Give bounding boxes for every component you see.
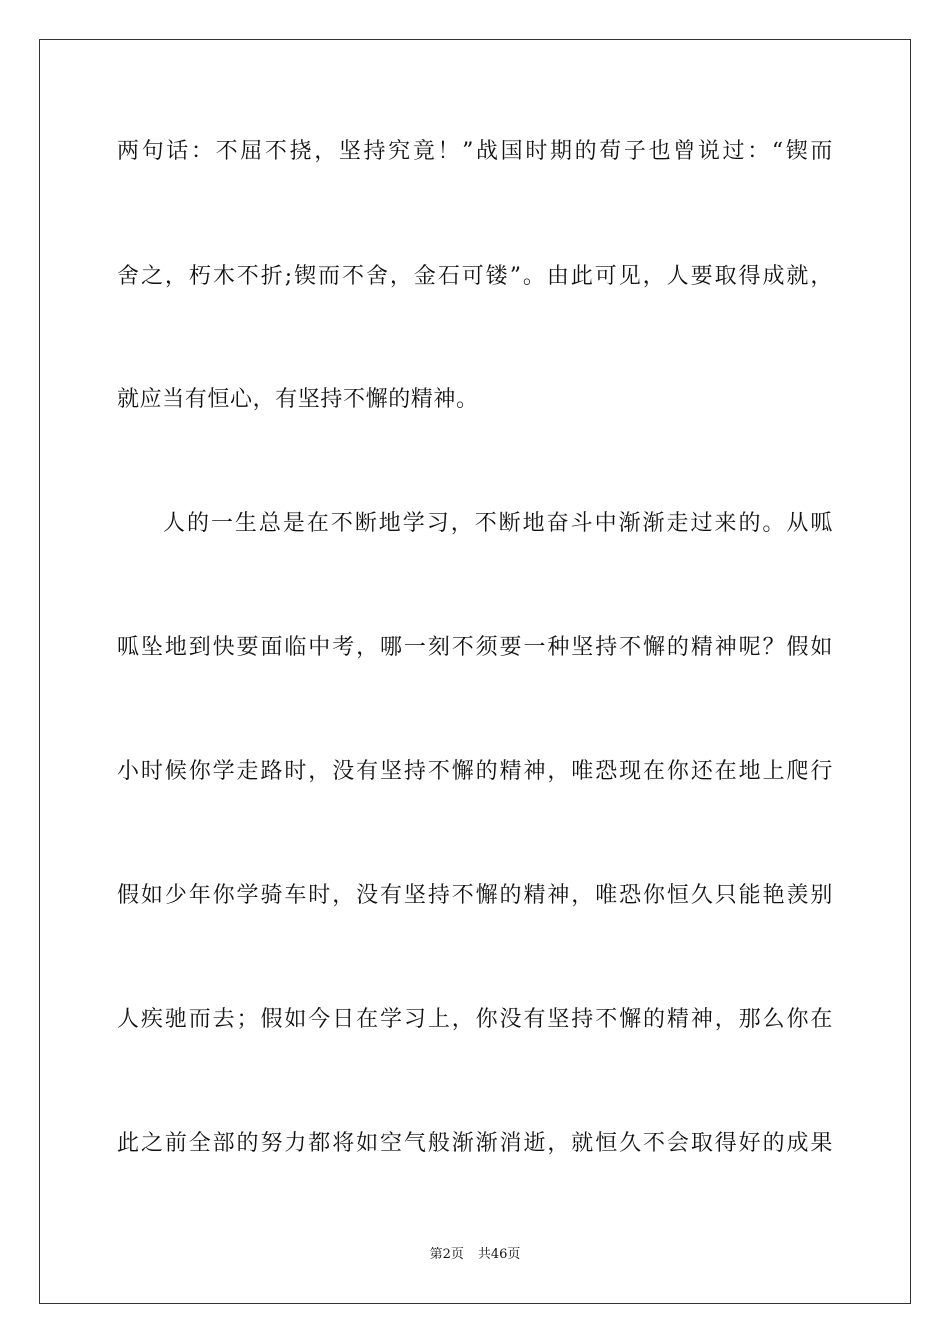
text-line-4: 人的一生总是在不断地学习，不断地奋斗中渐渐走过来的。从呱	[163, 511, 833, 536]
text-line-5: 呱坠地到快要面临中考，哪一刻不须要一种坚持不懈的精神呢？假如	[117, 635, 833, 660]
text-line-8: 人疾驰而去；假如今日在学习上，你没有坚持不懈的精神，那么你在	[117, 1007, 833, 1032]
text-line-9: 此之前全部的努力都将如空气般渐渐消逝，就恒久不会取得好的成果	[117, 1131, 833, 1156]
text-line-6: 小时候你学走路时，没有坚持不懈的精神，唯恐现在你还在地上爬行	[117, 759, 833, 784]
text-line-7: 假如少年你学骑车时，没有坚持不懈的精神，唯恐你恒久只能艳羡别	[117, 883, 833, 908]
page-border	[39, 39, 911, 1304]
page-number: 第2页	[429, 1247, 464, 1262]
text-line-3: 就应当有恒心，有坚持不懈的精神。	[117, 387, 479, 412]
text-line-1: 两句话：不屈不挠，坚持究竟！”战国时期的荀子也曾说过：“锲而	[117, 139, 833, 164]
text-line-2: 舍之，朽木不折;锲而不舍，金石可镂”。由此可见，人要取得成就，	[117, 264, 833, 289]
page-total: 共46页	[477, 1247, 521, 1262]
page-footer	[0, 1246, 950, 1264]
